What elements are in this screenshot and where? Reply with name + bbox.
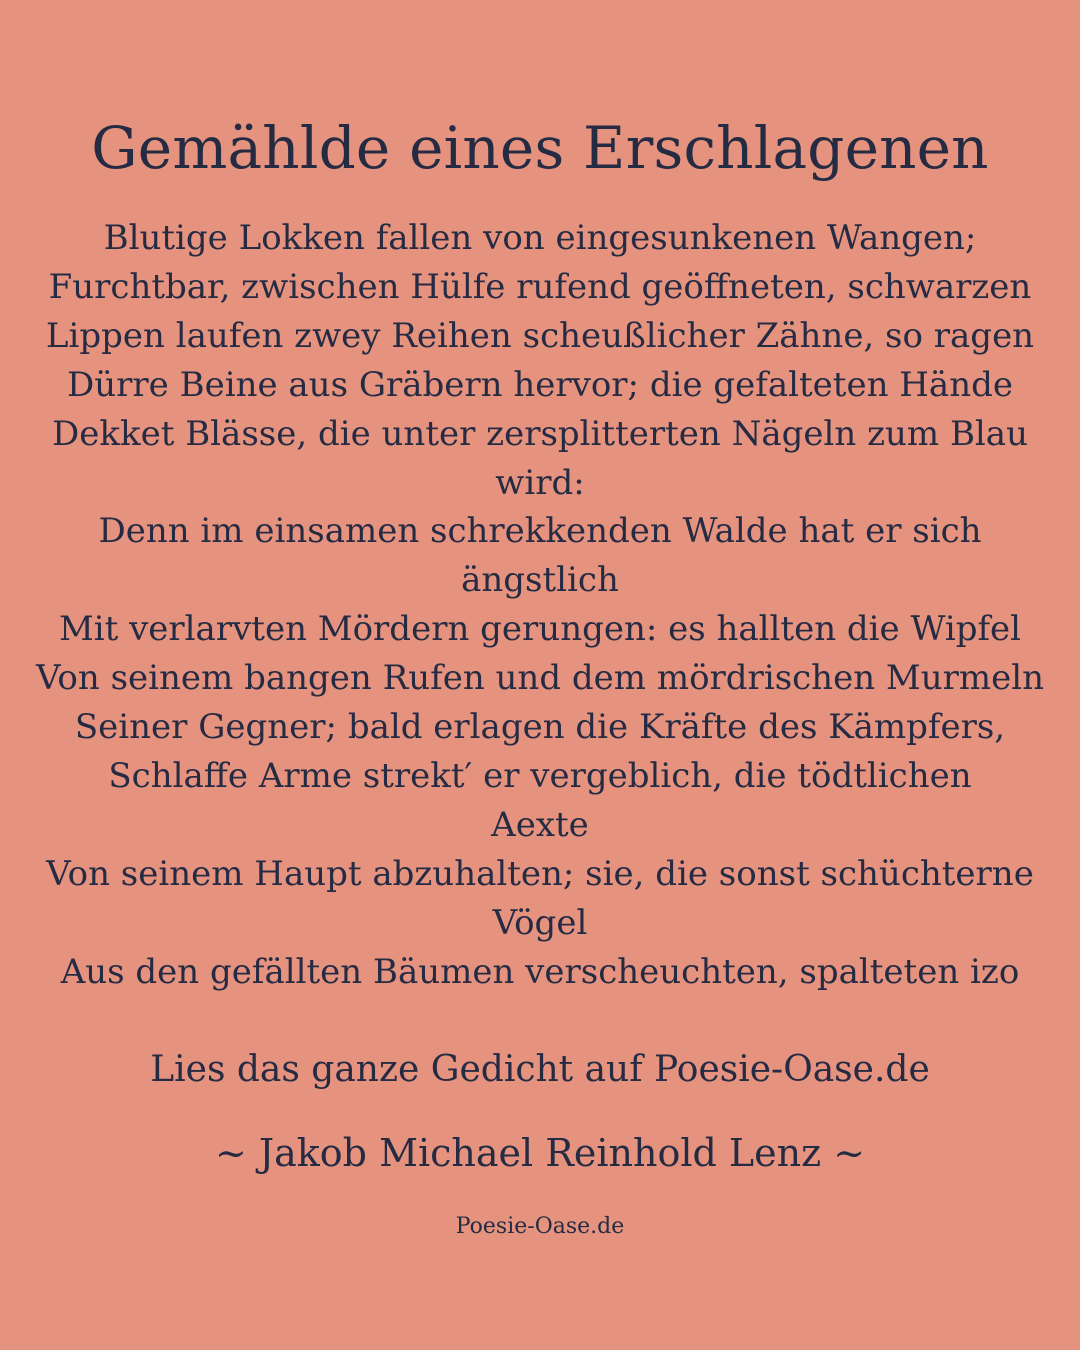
poem-line: wird: — [495, 462, 585, 503]
author-signature: ~ Jakob Michael Reinhold Lenz ~ — [214, 1131, 866, 1175]
poem-line: Blutige Lokken fallen von eingesunkenen Wangen; — [103, 218, 977, 258]
poem-line: Lippen laufen zwey Reihen scheußlicher Zähne, so ragen — [45, 315, 1035, 356]
poem-line: Schlaffe Arme strekt′ er vergeblich, die tödtlichen — [108, 755, 972, 796]
poem-line: Aexte — [491, 804, 589, 845]
read-full-poem-text: Lies das ganze Gedicht auf Poesie-Oase.de — [150, 1049, 930, 1090]
poem-line: Von seinem Haupt abzuhalten; sie, die sonst schüchterne — [46, 853, 1034, 894]
poem-line: ängstlich — [461, 560, 619, 601]
poem-line: Dekket Blässe, die unter zersplitterten Nägeln zum Blau — [52, 413, 1028, 454]
poem-line: Vögel — [492, 902, 588, 943]
poem-line: Furchtbar, zwischen Hülfe rufend geöffneten, schwarzen — [48, 266, 1032, 307]
site-credit: Poesie-Oase.de — [455, 1214, 625, 1239]
poem-line: Seiner Gegner; bald erlagen die Kräfte des Kämpfers, — [74, 707, 1006, 748]
poem-title: Gemählde eines Erschlagenen — [91, 114, 989, 182]
poem-line: Dürre Beine aus Gräbern hervor; die gefalteten Hände — [67, 364, 1013, 405]
poem-line: Von seinem bangen Rufen und dem mördrischen Murmeln — [35, 658, 1044, 699]
poem-text — [20, 214, 1060, 997]
poem-line: Denn im einsamen schrekkenden Walde hat er sich — [98, 511, 982, 552]
poem-line: Mit verlarvten Mördern gerungen: es hallten die Wipfel — [58, 609, 1022, 650]
poem-line: Aus den gefällten Bäumen verscheuchten, spalteten izo — [60, 951, 1020, 992]
